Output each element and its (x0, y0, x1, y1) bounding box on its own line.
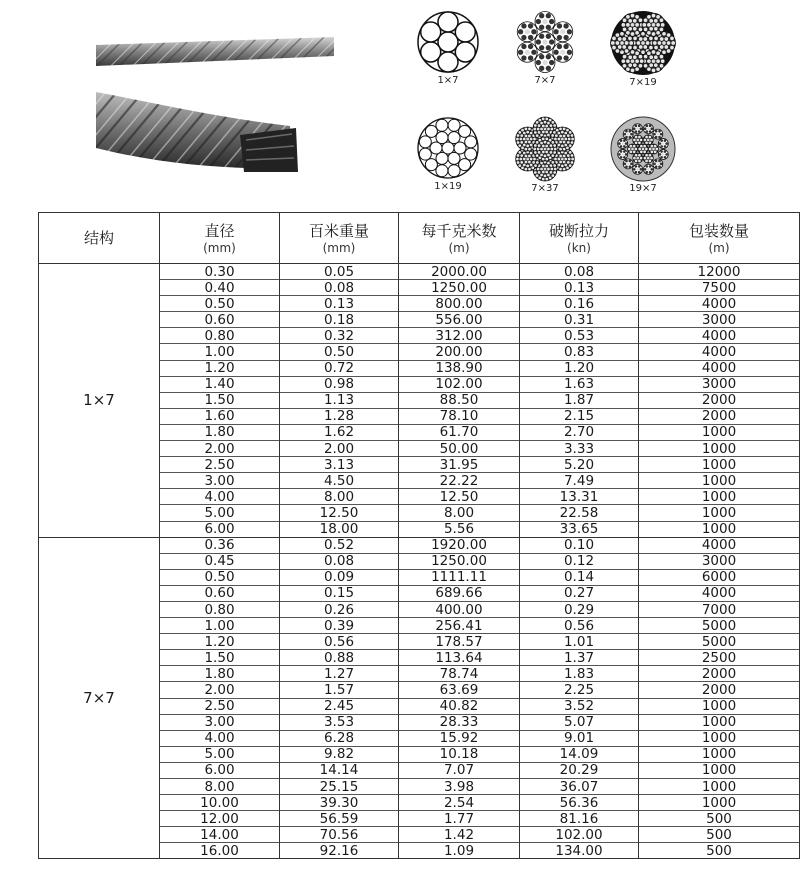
cross-section-7x7 (505, 10, 585, 86)
weight-cell: 0.32 (280, 328, 399, 344)
weight-cell: 18.00 (280, 521, 399, 537)
cross-section-1x19 (408, 116, 488, 192)
meters-per-kg-cell: 3.98 (399, 779, 520, 795)
diameter-cell: 2.00 (160, 441, 280, 457)
header-breaking-force: 破断拉力 (kn) (520, 213, 639, 264)
weight-cell: 0.50 (280, 344, 399, 360)
breaking-force-cell: 56.36 (520, 795, 639, 811)
meters-per-kg-cell: 1.09 (399, 843, 520, 859)
diameter-cell: 0.30 (160, 264, 280, 280)
weight-cell: 39.30 (280, 795, 399, 811)
diameter-cell: 0.45 (160, 553, 280, 569)
breaking-force-cell: 0.27 (520, 585, 639, 601)
cross-section-label: 19×7 (629, 183, 657, 194)
package-qty-cell: 5000 (639, 634, 800, 650)
meters-per-kg-cell: 556.00 (399, 312, 520, 328)
diameter-cell: 0.40 (160, 280, 280, 296)
package-qty-cell: 500 (639, 827, 800, 843)
cross-section-7x19-icon (608, 10, 678, 76)
meters-per-kg-cell: 1.42 (399, 827, 520, 843)
cross-section-1x7-icon (416, 10, 480, 74)
meters-per-kg-cell: 88.50 (399, 392, 520, 408)
meters-per-kg-cell: 12.50 (399, 489, 520, 505)
package-qty-cell: 4000 (639, 585, 800, 601)
package-qty-cell: 12000 (639, 264, 800, 280)
breaking-force-cell: 20.29 (520, 762, 639, 778)
weight-cell: 0.08 (280, 280, 399, 296)
weight-cell: 1.13 (280, 392, 399, 408)
weight-cell: 0.52 (280, 537, 399, 553)
thin-rope-photo (96, 37, 334, 66)
breaking-force-cell: 1.37 (520, 650, 639, 666)
weight-cell: 0.72 (280, 360, 399, 376)
package-qty-cell: 4000 (639, 344, 800, 360)
package-qty-cell: 4000 (639, 296, 800, 312)
breaking-force-cell: 102.00 (520, 827, 639, 843)
table-row (39, 537, 800, 553)
meters-per-kg-cell: 689.66 (399, 585, 520, 601)
meters-per-kg-cell: 78.74 (399, 666, 520, 682)
meters-per-kg-cell: 2.54 (399, 795, 520, 811)
weight-cell: 0.13 (280, 296, 399, 312)
breaking-force-cell: 3.33 (520, 441, 639, 457)
weight-cell: 0.15 (280, 585, 399, 601)
wire-rope-image (0, 0, 360, 210)
weight-cell: 56.59 (280, 811, 399, 827)
breaking-force-cell: 0.31 (520, 312, 639, 328)
package-qty-cell: 1000 (639, 762, 800, 778)
table-row (39, 264, 800, 280)
package-qty-cell: 1000 (639, 489, 800, 505)
weight-cell: 3.13 (280, 457, 399, 473)
diameter-cell: 0.60 (160, 312, 280, 328)
diameter-cell: 0.80 (160, 328, 280, 344)
package-qty-cell: 1000 (639, 714, 800, 730)
cross-section-label: 1×7 (437, 75, 459, 86)
meters-per-kg-cell: 63.69 (399, 682, 520, 698)
breaking-force-cell: 22.58 (520, 505, 639, 521)
meters-per-kg-cell: 200.00 (399, 344, 520, 360)
weight-cell: 0.05 (280, 264, 399, 280)
breaking-force-cell: 0.12 (520, 553, 639, 569)
breaking-force-cell: 0.14 (520, 569, 639, 585)
package-qty-cell: 1000 (639, 473, 800, 489)
package-qty-cell: 3000 (639, 553, 800, 569)
diameter-cell: 4.00 (160, 489, 280, 505)
diameter-cell: 1.50 (160, 392, 280, 408)
diameter-cell: 1.80 (160, 424, 280, 440)
package-qty-cell: 1000 (639, 698, 800, 714)
breaking-force-cell: 7.49 (520, 473, 639, 489)
meters-per-kg-cell: 113.64 (399, 650, 520, 666)
cross-section-label: 7×37 (531, 183, 559, 194)
package-qty-cell: 1000 (639, 441, 800, 457)
breaking-force-cell: 0.29 (520, 601, 639, 617)
diameter-cell: 3.00 (160, 714, 280, 730)
package-qty-cell: 500 (639, 811, 800, 827)
cross-section-7x37 (505, 116, 585, 194)
meters-per-kg-cell: 102.00 (399, 376, 520, 392)
wire-rope-spec-table (38, 212, 800, 859)
breaking-force-cell: 2.25 (520, 682, 639, 698)
diameter-cell: 0.80 (160, 601, 280, 617)
package-qty-cell: 7500 (639, 280, 800, 296)
diameter-cell: 2.50 (160, 698, 280, 714)
meters-per-kg-cell: 40.82 (399, 698, 520, 714)
meters-per-kg-cell: 256.41 (399, 618, 520, 634)
diameter-cell: 0.50 (160, 296, 280, 312)
meters-per-kg-cell: 2000.00 (399, 264, 520, 280)
weight-cell: 1.62 (280, 424, 399, 440)
package-qty-cell: 1000 (639, 521, 800, 537)
diameter-cell: 6.00 (160, 762, 280, 778)
diameter-cell: 8.00 (160, 779, 280, 795)
package-qty-cell: 1000 (639, 457, 800, 473)
meters-per-kg-cell: 10.18 (399, 746, 520, 762)
breaking-force-cell: 5.20 (520, 457, 639, 473)
weight-cell: 9.82 (280, 746, 399, 762)
cross-section-label: 7×19 (629, 77, 657, 88)
weight-cell: 25.15 (280, 779, 399, 795)
diameter-cell: 14.00 (160, 827, 280, 843)
package-qty-cell: 2500 (639, 650, 800, 666)
breaking-force-cell: 81.16 (520, 811, 639, 827)
package-qty-cell: 1000 (639, 505, 800, 521)
weight-cell: 0.88 (280, 650, 399, 666)
wire-rope-photos (0, 0, 360, 210)
cross-section-1x7 (408, 10, 488, 86)
weight-cell: 6.28 (280, 730, 399, 746)
diameter-cell: 6.00 (160, 521, 280, 537)
weight-cell: 12.50 (280, 505, 399, 521)
weight-cell: 1.57 (280, 682, 399, 698)
weight-cell: 14.14 (280, 762, 399, 778)
meters-per-kg-cell: 61.70 (399, 424, 520, 440)
diameter-cell: 10.00 (160, 795, 280, 811)
diameter-cell: 3.00 (160, 473, 280, 489)
weight-cell: 2.45 (280, 698, 399, 714)
meters-per-kg-cell: 5.56 (399, 521, 520, 537)
diameter-cell: 1.80 (160, 666, 280, 682)
weight-cell: 0.39 (280, 618, 399, 634)
package-qty-cell: 4000 (639, 537, 800, 553)
meters-per-kg-cell: 178.57 (399, 634, 520, 650)
breaking-force-cell: 13.31 (520, 489, 639, 505)
diameter-cell: 0.50 (160, 569, 280, 585)
diameter-cell: 1.60 (160, 408, 280, 424)
breaking-force-cell: 33.65 (520, 521, 639, 537)
package-qty-cell: 1000 (639, 779, 800, 795)
breaking-force-cell: 1.20 (520, 360, 639, 376)
meters-per-kg-cell: 1.77 (399, 811, 520, 827)
breaking-force-cell: 0.08 (520, 264, 639, 280)
breaking-force-cell: 0.16 (520, 296, 639, 312)
cross-section-19x7 (603, 116, 683, 194)
package-qty-cell: 3000 (639, 376, 800, 392)
weight-cell: 4.50 (280, 473, 399, 489)
meters-per-kg-cell: 1111.11 (399, 569, 520, 585)
weight-cell: 0.18 (280, 312, 399, 328)
breaking-force-cell: 2.15 (520, 408, 639, 424)
meters-per-kg-cell: 1250.00 (399, 280, 520, 296)
breaking-force-cell: 1.63 (520, 376, 639, 392)
breaking-force-cell: 2.70 (520, 424, 639, 440)
package-qty-cell: 7000 (639, 601, 800, 617)
weight-cell: 0.08 (280, 553, 399, 569)
package-qty-cell: 6000 (639, 569, 800, 585)
package-qty-cell: 5000 (639, 618, 800, 634)
meters-per-kg-cell: 28.33 (399, 714, 520, 730)
header-diameter: 直径 (mm) (160, 213, 280, 264)
weight-cell: 0.09 (280, 569, 399, 585)
breaking-force-cell: 5.07 (520, 714, 639, 730)
header-package-quantity: 包装数量 (m) (639, 213, 800, 264)
meters-per-kg-cell: 8.00 (399, 505, 520, 521)
header-meters-per-kg: 每千克米数 (m) (399, 213, 520, 264)
meters-per-kg-cell: 31.95 (399, 457, 520, 473)
breaking-force-cell: 1.83 (520, 666, 639, 682)
cross-section-label: 1×19 (434, 181, 462, 192)
package-qty-cell: 2000 (639, 682, 800, 698)
package-qty-cell: 4000 (639, 328, 800, 344)
weight-cell: 3.53 (280, 714, 399, 730)
diameter-cell: 1.20 (160, 360, 280, 376)
thick-rope-photo (96, 92, 298, 172)
weight-cell: 2.00 (280, 441, 399, 457)
meters-per-kg-cell: 15.92 (399, 730, 520, 746)
cross-section-1x19-icon (416, 116, 480, 180)
diameter-cell: 2.00 (160, 682, 280, 698)
diameter-cell: 1.40 (160, 376, 280, 392)
diameter-cell: 1.50 (160, 650, 280, 666)
weight-cell: 1.28 (280, 408, 399, 424)
cross-section-19x7-icon (608, 116, 678, 182)
package-qty-cell: 1000 (639, 795, 800, 811)
breaking-force-cell: 14.09 (520, 746, 639, 762)
cross-section-7x19 (603, 10, 683, 88)
header-weight-per-100m: 百米重量 (mm) (280, 213, 399, 264)
package-qty-cell: 2000 (639, 408, 800, 424)
package-qty-cell: 1000 (639, 730, 800, 746)
diameter-cell: 0.60 (160, 585, 280, 601)
breaking-force-cell: 1.87 (520, 392, 639, 408)
breaking-force-cell: 9.01 (520, 730, 639, 746)
weight-cell: 92.16 (280, 843, 399, 859)
breaking-force-cell: 134.00 (520, 843, 639, 859)
package-qty-cell: 4000 (639, 360, 800, 376)
table-header-row (39, 213, 800, 264)
breaking-force-cell: 3.52 (520, 698, 639, 714)
cross-section-label: 7×7 (534, 75, 556, 86)
package-qty-cell: 1000 (639, 424, 800, 440)
meters-per-kg-cell: 800.00 (399, 296, 520, 312)
diameter-cell: 1.00 (160, 618, 280, 634)
package-qty-cell: 2000 (639, 666, 800, 682)
meters-per-kg-cell: 50.00 (399, 441, 520, 457)
breaking-force-cell: 1.01 (520, 634, 639, 650)
structure-cell: 7×7 (39, 537, 160, 859)
diameter-cell: 1.00 (160, 344, 280, 360)
breaking-force-cell: 0.10 (520, 537, 639, 553)
structure-cell: 1×7 (39, 264, 160, 538)
package-qty-cell: 1000 (639, 746, 800, 762)
weight-cell: 0.98 (280, 376, 399, 392)
breaking-force-cell: 36.07 (520, 779, 639, 795)
diameter-cell: 1.20 (160, 634, 280, 650)
weight-cell: 0.26 (280, 601, 399, 617)
package-qty-cell: 3000 (639, 312, 800, 328)
cross-section-7x7-icon (513, 10, 577, 74)
diameter-cell: 12.00 (160, 811, 280, 827)
diameter-cell: 4.00 (160, 730, 280, 746)
package-qty-cell: 2000 (639, 392, 800, 408)
breaking-force-cell: 0.53 (520, 328, 639, 344)
weight-cell: 1.27 (280, 666, 399, 682)
diameter-cell: 5.00 (160, 505, 280, 521)
meters-per-kg-cell: 1250.00 (399, 553, 520, 569)
meters-per-kg-cell: 400.00 (399, 601, 520, 617)
breaking-force-cell: 0.56 (520, 618, 639, 634)
package-qty-cell: 500 (639, 843, 800, 859)
diameter-cell: 2.50 (160, 457, 280, 473)
meters-per-kg-cell: 7.07 (399, 762, 520, 778)
meters-per-kg-cell: 312.00 (399, 328, 520, 344)
meters-per-kg-cell: 138.90 (399, 360, 520, 376)
diameter-cell: 16.00 (160, 843, 280, 859)
breaking-force-cell: 0.13 (520, 280, 639, 296)
weight-cell: 8.00 (280, 489, 399, 505)
meters-per-kg-cell: 78.10 (399, 408, 520, 424)
diameter-cell: 5.00 (160, 746, 280, 762)
meters-per-kg-cell: 22.22 (399, 473, 520, 489)
weight-cell: 0.56 (280, 634, 399, 650)
weight-cell: 70.56 (280, 827, 399, 843)
diameter-cell: 0.36 (160, 537, 280, 553)
breaking-force-cell: 0.83 (520, 344, 639, 360)
meters-per-kg-cell: 1920.00 (399, 537, 520, 553)
cross-section-7x37-icon (512, 116, 578, 182)
header-structure: 结构 (39, 213, 160, 264)
